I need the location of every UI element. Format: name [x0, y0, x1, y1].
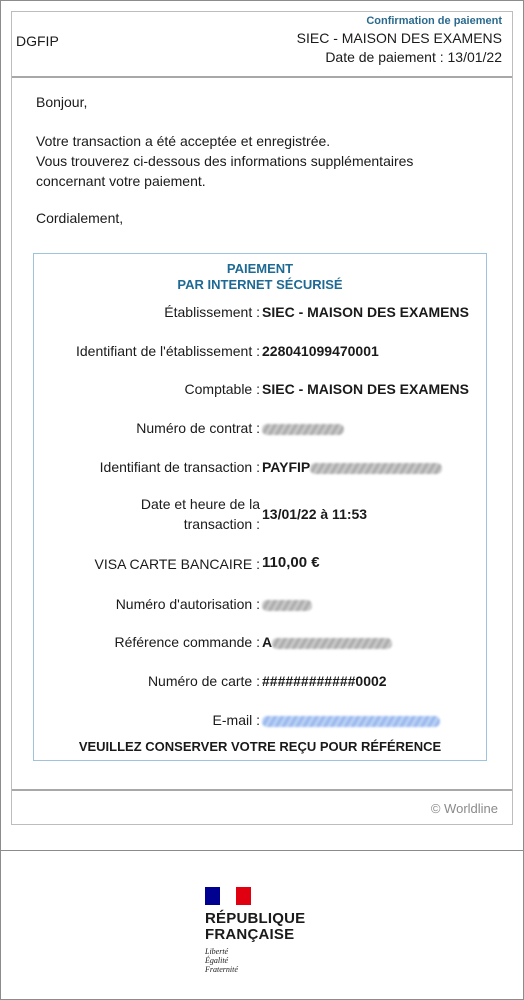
detail-label — [40, 494, 260, 534]
issuer-name: DGFIP — [16, 33, 59, 49]
box-title-line: PAR INTERNET SÉCURISÉ — [177, 277, 343, 292]
box-title-line: PAIEMENT — [226, 261, 294, 276]
motto-word: Liberté — [205, 947, 229, 956]
order-reference-prefix: A — [262, 634, 273, 650]
amount-value: 110,00 € — [262, 554, 320, 571]
motto-word: Fraternité — [205, 965, 238, 974]
message-body — [36, 131, 486, 191]
detail-label: Identifiant de l'établissement : — [75, 343, 260, 359]
box-title — [34, 261, 486, 293]
detail-value: SIEC - MAISON DES EXAMENS — [262, 304, 469, 320]
detail-label: Référence commande : — [114, 634, 260, 650]
payment-details-box — [33, 253, 487, 761]
detail-value: SIEC - MAISON DES EXAMENS — [262, 381, 469, 397]
motto-word: Égalité — [205, 956, 229, 965]
detail-label: Établissement : — [164, 304, 260, 320]
republic-motto — [205, 947, 305, 974]
header-divider — [12, 76, 512, 78]
closing: Cordialement, — [36, 210, 124, 226]
detail-label-line: transaction : — [183, 516, 260, 532]
redacted-value — [262, 712, 440, 728]
redacted-value — [262, 596, 312, 612]
detail-label: Numéro de carte : — [147, 673, 260, 689]
detail-label: E-mail : — [212, 712, 260, 728]
detail-value: 13/01/22 à 11:53 — [262, 506, 368, 522]
receipt-header — [297, 14, 502, 67]
detail-value: 228041099470001 — [262, 343, 379, 359]
detail-label: Comptable : — [184, 381, 260, 397]
detail-label: Numéro d'autorisation : — [115, 596, 260, 612]
french-flag-icon — [205, 887, 251, 905]
keep-receipt-note: VEUILLEZ CONSERVER VOTRE REÇU POUR RÉFÉRENCE — [78, 739, 442, 754]
section-divider — [0, 850, 524, 851]
greeting: Bonjour, — [36, 94, 88, 110]
detail-value — [262, 459, 442, 475]
footer-divider — [12, 789, 512, 791]
message-line: Vous trouverez ci-dessous des informations supplémentaires concernant votre paiement. — [36, 153, 414, 189]
detail-value — [262, 634, 392, 650]
detail-label: Numéro de contrat : — [136, 420, 260, 436]
merchant-name: SIEC - MAISON DES EXAMENS — [296, 30, 502, 46]
detail-label-line: Date et heure de la — [140, 496, 260, 512]
message-line: Votre transaction a été acceptée et enregistrée. — [36, 133, 331, 149]
republic-title-line: RÉPUBLIQUE — [205, 910, 306, 927]
redacted-value — [262, 420, 344, 436]
provider-credit: © Worldline — [430, 801, 498, 816]
detail-value: ############0002 — [262, 673, 387, 689]
detail-label: VISA CARTE BANCAIRE : — [94, 556, 260, 572]
detail-label: Identifiant de transaction : — [99, 459, 260, 475]
republique-francaise-logo — [205, 887, 305, 974]
republic-title-line: FRANÇAISE — [205, 926, 295, 943]
confirmation-title: Confirmation de paiement — [366, 15, 502, 27]
payment-date: Date de paiement : 13/01/22 — [325, 49, 502, 65]
transaction-id-prefix: PAYFIP — [262, 459, 311, 475]
republic-title — [205, 911, 305, 943]
payment-receipt — [11, 11, 513, 825]
